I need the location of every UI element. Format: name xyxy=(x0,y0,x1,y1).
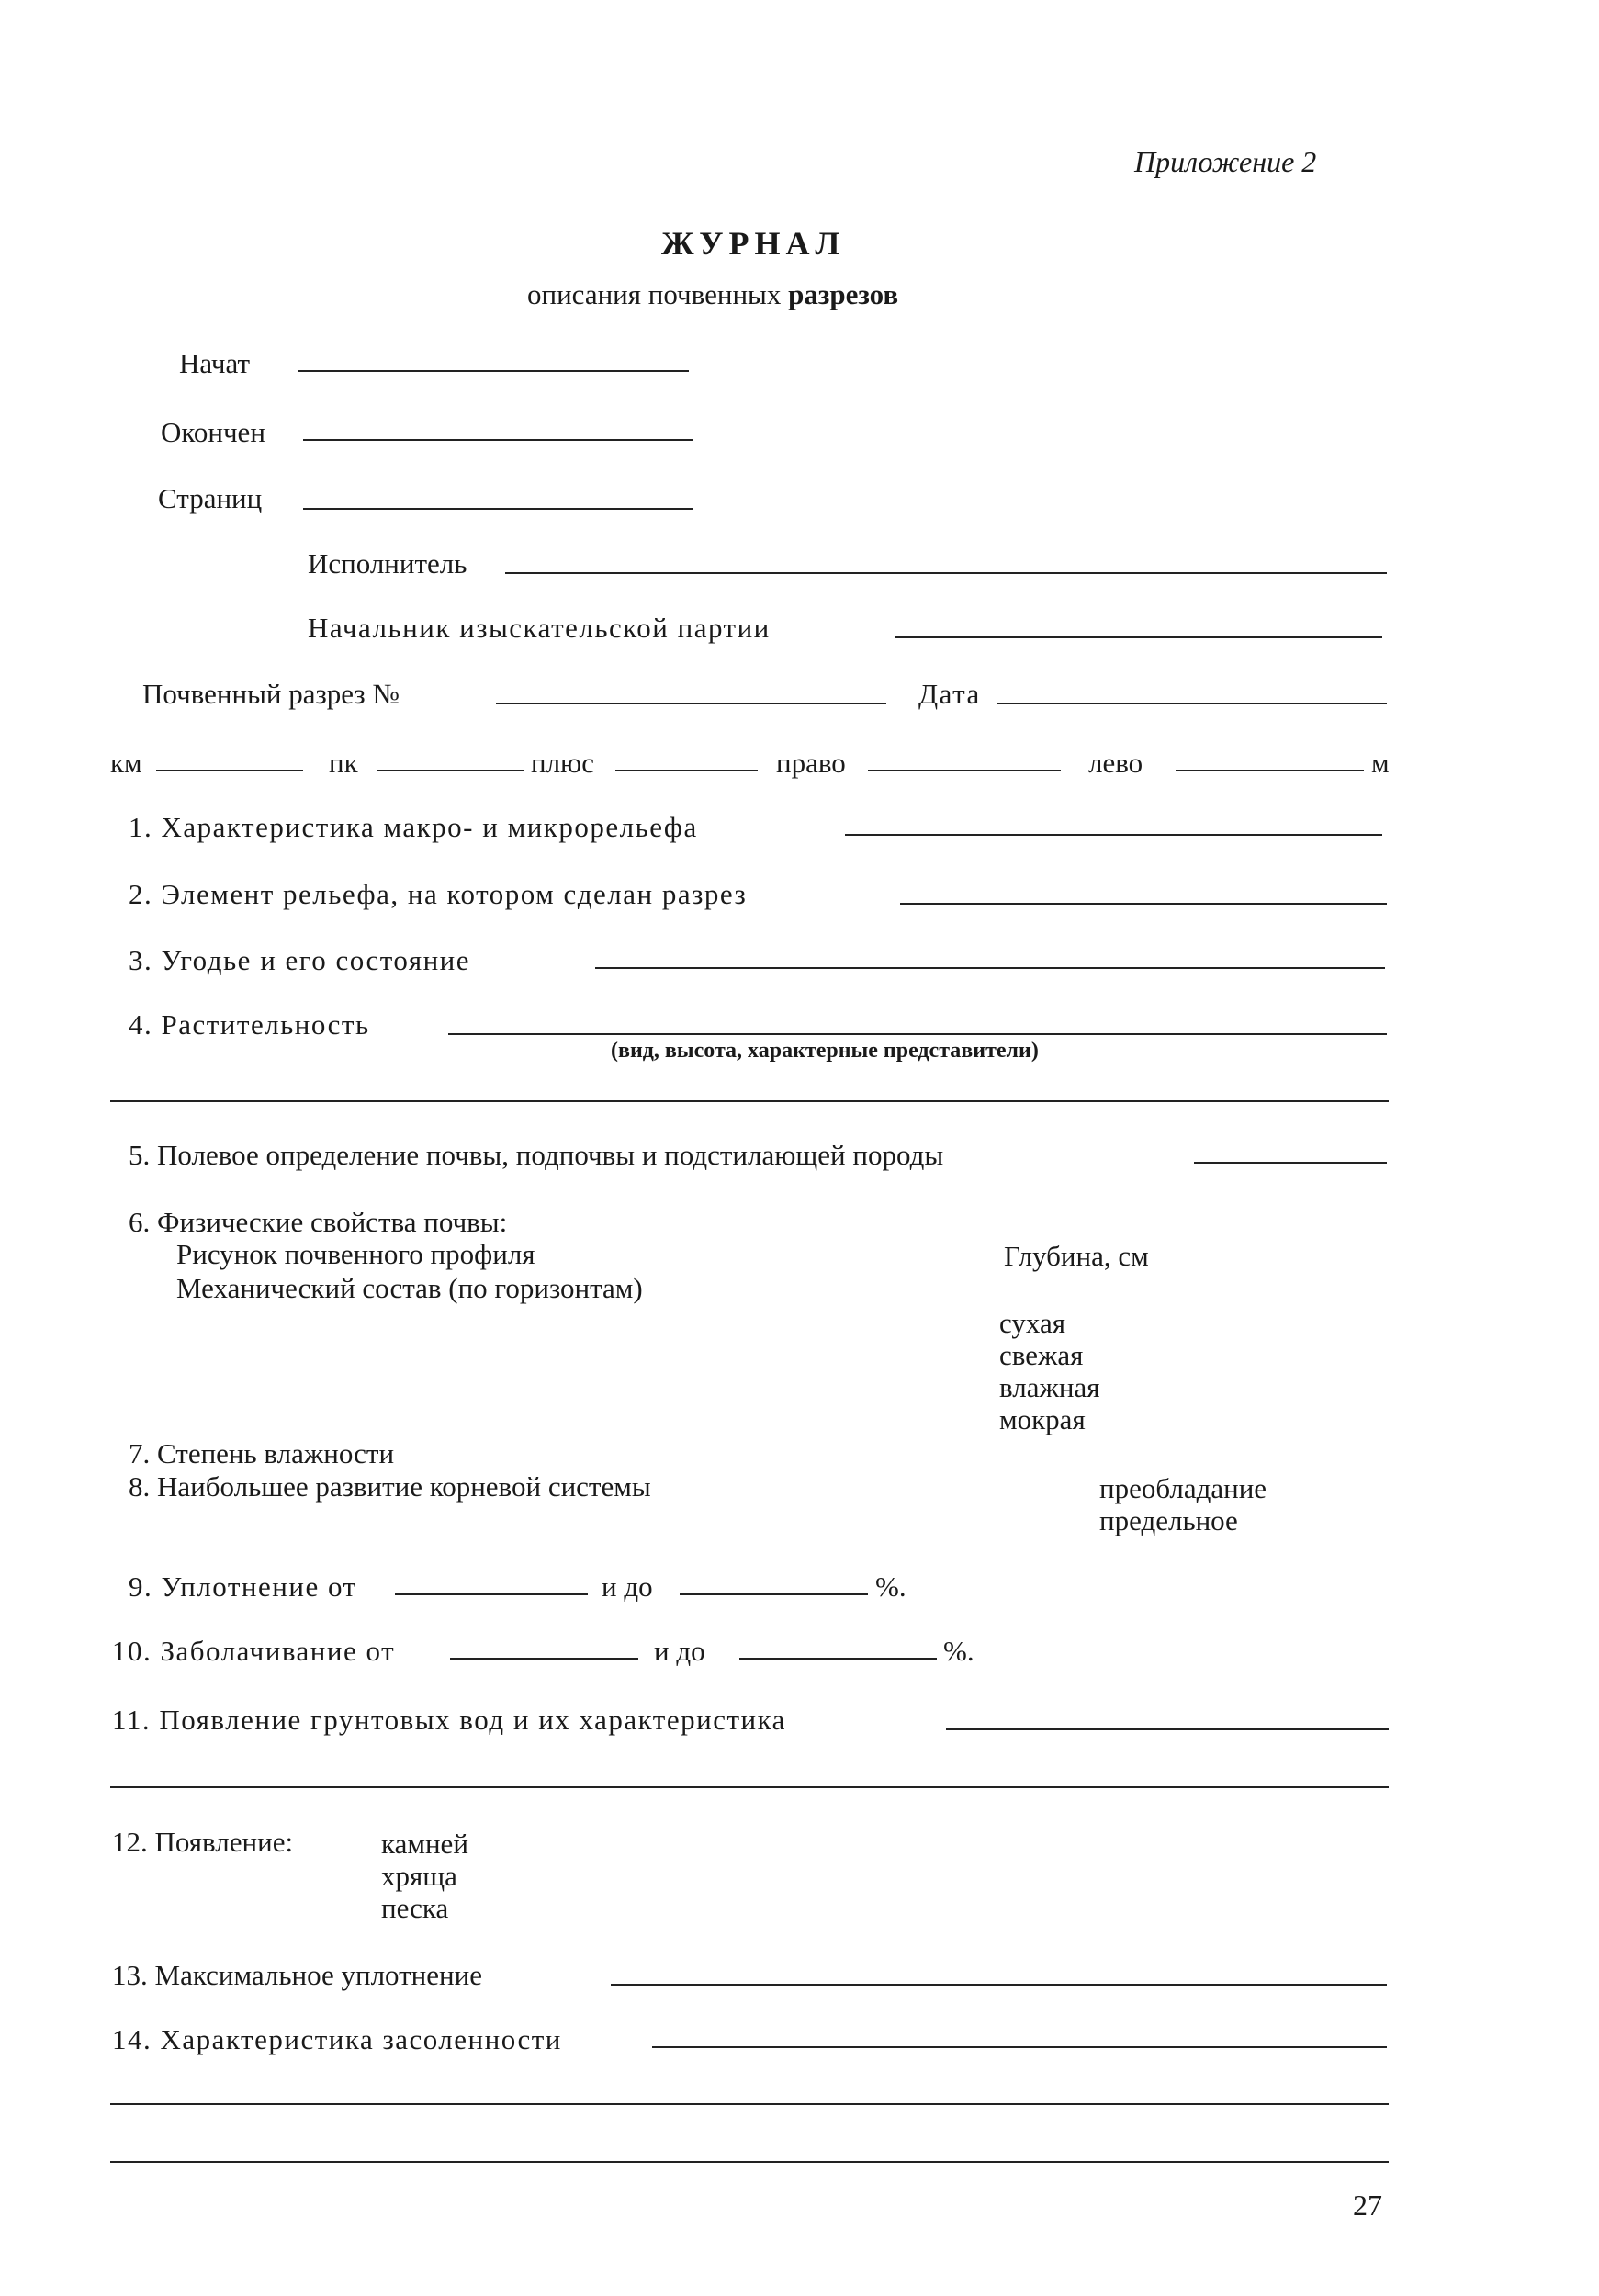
item-13-field[interactable] xyxy=(611,1984,1387,1986)
item-1-field[interactable] xyxy=(845,834,1382,836)
item-11-label: 11. Появление грунтовых вод и их характеристика xyxy=(112,1704,786,1736)
item-13-label: 13. Максимальное уплотнение xyxy=(112,1959,482,1991)
pages-field[interactable] xyxy=(303,508,693,510)
soil-section-field[interactable] xyxy=(496,703,886,704)
item-1-label: 1. Характеристика макро- и микрорельефа xyxy=(129,811,698,843)
plus-field[interactable] xyxy=(615,770,758,771)
item-4-label: 4. Растительность xyxy=(129,1008,370,1041)
item-8-label: 8. Наибольшее развитие корневой системы xyxy=(129,1470,651,1503)
roots-limit: предельное xyxy=(1099,1504,1238,1536)
left-label: лево xyxy=(1088,747,1143,779)
item-10-unit: %. xyxy=(943,1635,974,1667)
item-14-field[interactable] xyxy=(652,2046,1387,2048)
item-12-label: 12. Появление: xyxy=(112,1826,294,1858)
party-chief-label: Начальник изыскательской партии xyxy=(308,612,771,644)
item-5-field[interactable] xyxy=(1194,1162,1387,1164)
pk-label: пк xyxy=(329,747,358,779)
subtitle-part-1: описания почвенных xyxy=(527,278,782,310)
roots-predominant: преобладание xyxy=(1099,1472,1267,1504)
m-label: м xyxy=(1371,747,1390,779)
appearance-sand: песка xyxy=(381,1892,449,1924)
finished-label: Окончен xyxy=(161,416,265,448)
item-10-to-label: и до xyxy=(654,1635,705,1667)
km-field[interactable] xyxy=(156,770,303,771)
executor-field[interactable] xyxy=(505,572,1387,574)
date-field[interactable] xyxy=(997,703,1387,704)
item-2-field[interactable] xyxy=(900,903,1387,905)
page-title: ЖУРНАЛ xyxy=(661,225,846,262)
depth-label: Глубина, см xyxy=(1004,1240,1149,1272)
item-9-unit: %. xyxy=(875,1570,906,1603)
item-9-label: 9. Уплотнение от xyxy=(129,1570,357,1603)
right-label: право xyxy=(776,747,846,779)
moisture-moist: влажная xyxy=(999,1371,1100,1403)
item-4-hint: (вид, высота, характерные представители) xyxy=(611,1039,1039,1063)
date-label: Дата xyxy=(918,678,981,710)
item-6-label: 6. Физические свойства почвы: xyxy=(129,1206,508,1238)
moisture-fresh: свежая xyxy=(999,1339,1084,1371)
item-3-field[interactable] xyxy=(595,967,1385,969)
item-3-label: 3. Угодье и его состояние xyxy=(129,944,471,976)
executor-label: Исполнитель xyxy=(308,547,467,580)
page-subtitle xyxy=(527,280,898,309)
item-14-extra-field-2[interactable] xyxy=(110,2161,1389,2163)
page-number: 27 xyxy=(1353,2189,1382,2222)
item-10-label: 10. Заболачивание от xyxy=(112,1635,396,1667)
item-7-label: 7. Степень влажности xyxy=(129,1437,395,1469)
item-11-extra-field[interactable] xyxy=(110,1786,1389,1788)
item-9-to-label: и до xyxy=(602,1570,653,1603)
appearance-stones: камней xyxy=(381,1828,468,1860)
left-field[interactable] xyxy=(1176,770,1364,771)
pages-label: Страниц xyxy=(158,482,263,514)
right-field[interactable] xyxy=(868,770,1061,771)
item-9-to-field[interactable] xyxy=(680,1593,868,1595)
soil-section-label: Почвенный разрез № xyxy=(142,678,400,710)
item-6-sub-b: Механический состав (по горизонтам) xyxy=(176,1272,643,1304)
km-label: км xyxy=(110,747,142,779)
item-4-extra-field[interactable] xyxy=(110,1100,1389,1102)
party-chief-field[interactable] xyxy=(895,636,1382,638)
item-14-extra-field-1[interactable] xyxy=(110,2103,1389,2105)
item-4-field[interactable] xyxy=(448,1033,1387,1035)
finished-field[interactable] xyxy=(303,439,693,441)
started-label: Начат xyxy=(179,347,251,379)
subtitle-part-2: разрезов xyxy=(788,278,899,310)
item-10-from-field[interactable] xyxy=(450,1658,638,1660)
plus-label: плюс xyxy=(531,747,594,779)
moisture-wet: мокрая xyxy=(999,1403,1086,1435)
started-field[interactable] xyxy=(298,370,689,372)
appendix-label: Приложение 2 xyxy=(1134,145,1317,178)
appearance-gravel: хряща xyxy=(381,1860,457,1892)
item-10-to-field[interactable] xyxy=(739,1658,937,1660)
item-6-sub-a: Рисунок почвенного профиля xyxy=(176,1238,535,1270)
item-11-field[interactable] xyxy=(946,1728,1389,1730)
item-2-label: 2. Элемент рельефа, на котором сделан разрез xyxy=(129,878,748,910)
item-14-label: 14. Характеристика засоленности xyxy=(112,2023,562,2055)
item-9-from-field[interactable] xyxy=(395,1593,588,1595)
item-5-label: 5. Полевое определение почвы, подпочвы и подстилающей породы xyxy=(129,1139,944,1171)
pk-field[interactable] xyxy=(377,770,524,771)
moisture-dry: сухая xyxy=(999,1307,1065,1339)
